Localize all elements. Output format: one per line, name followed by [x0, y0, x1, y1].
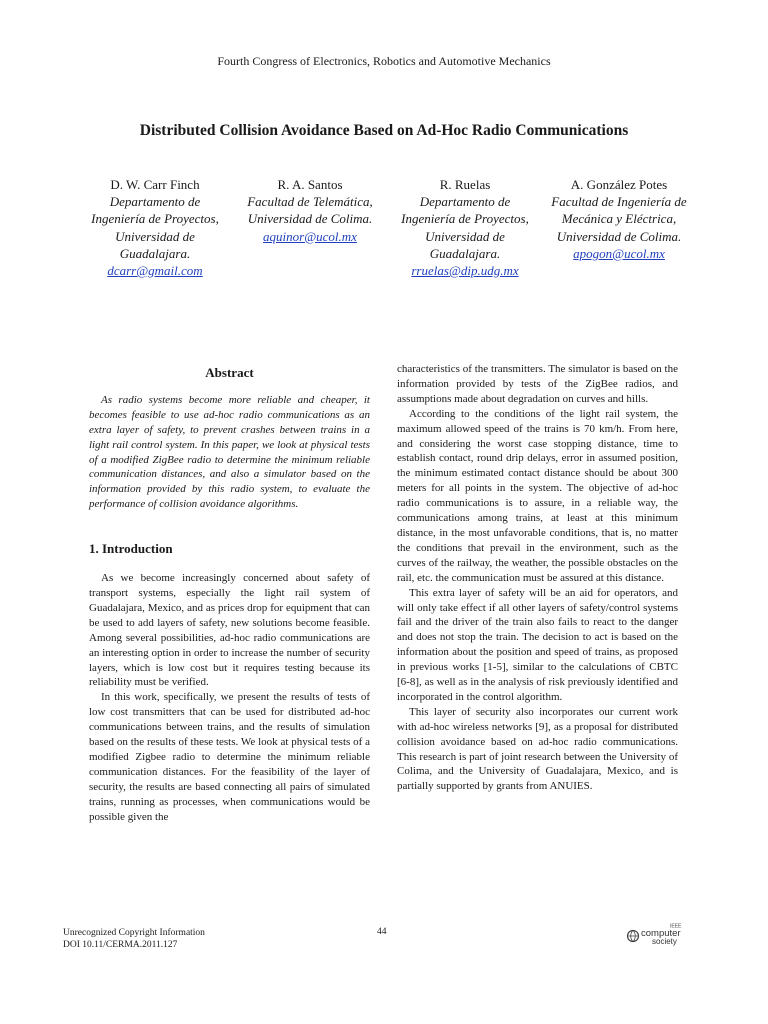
intro-paragraph: In this work, specifically, we present the results of tests of low cost transmitters that can be used for distributed ad-hoc communications between trains, and the results of simulation based on the results of these tests. We look at physical tests of a modified Zigbee radio to determine the minimum reliable communication distances. For the feasibility of the layer of security, the results are based connecting all pairs of simulated trains, running as processes, when communications would be possible given the [89, 691, 370, 823]
abstract-heading: Abstract [205, 365, 254, 380]
author-email-link[interactable]: rruelas@dip.udg.mx [411, 263, 519, 279]
author-affiliation: Facultad de Telemática, Universidad de Colima. [247, 194, 373, 227]
author-block [82, 176, 228, 279]
footer-info [63, 927, 205, 951]
author-block [392, 176, 538, 279]
author-email-link[interactable]: aquinor@ucol.mx [263, 228, 357, 244]
paper-title: Distributed Collision Avoidance Based on Ad-Hoc Radio Communications [139, 122, 629, 139]
page-number: 44 [377, 927, 387, 937]
body-paragraph: This extra layer of safety will be an aid for operators, and will only take effect if all other layers of safety/control systems fail and the driver of the train also fails to react to the danger and does not stop the train. The decision to act is based on the information about the position and speed of trains, as proposed in previous works [1-5], similar to the calculations of CBTC [6-8], as well as in the analysis of risk previously identified and incorporated in the control algorithm. [397, 586, 678, 703]
left-column [89, 366, 370, 824]
author-name: R. Ruelas [439, 177, 491, 192]
author-name: D. W. Carr Finch [110, 177, 200, 192]
body-paragraph: characteristics of the transmitters. The simulator is based on the information provided by tests of the ZigBee radios, and assumptions made about degradation on curves and hills. [397, 363, 678, 405]
body-paragraph: According to the conditions of the light rail system, the maximum allowed speed of the trains is 70 km/h. From here, and considering the worst case stopping distance, time to establish contact, round drip delays, error in assumed position, the minimum estimated contact distance should be about 300 meters for all points in the system. The objective of ad-hoc radio communications is to assure, in a reliable way, the communications among trains, at least at this minimum distance, in the most unfavorable conditions, that is, no matter the conditions that prevail in the environment, such as the curves of the railway, the weather, the possible obstacles on the rail, etc. the communication must be assured at this distance. [397, 407, 678, 584]
author-affiliation: Facultad de Ingeniería de Mecánica y Eléctrica, Universidad de Colima. [551, 194, 687, 244]
author-name: A. González Potes [570, 177, 668, 192]
copyright-notice: Unrecognized Copyright Information [63, 928, 205, 938]
right-column [397, 362, 678, 794]
author-email-link[interactable]: dcarr@gmail.com [107, 263, 203, 279]
abstract-text: As radio systems become more reliable and cheaper, it becomes feasible to use ad-hoc radio communications as an extra layer of safety, to prevent crashes between trains in a light rail control system. In this paper, we look at physical tests of a modified ZigBee radio to determine the minimum reliable communication distances, and also a simulator based on the information provided by this radio system, to evaluate the performance of collision avoidance algorithms. [89, 393, 370, 511]
intro-paragraph: As we become increasingly concerned about safety of transport systems, especially the light rail system of Guadalajara, Mexico, and as prices drop for equipment that can be used to add layers of safety, new solutions become feasible. Among several possibilities, ad-hoc radio communications are an interesting option in order to increase the number of security layers, which is low cost but it requires testing because its reliability must be verified. [89, 572, 370, 689]
author-affiliation: Departamento de Ingeniería de Proyectos, Universidad de Guadalajara. [91, 194, 219, 261]
doi-text: DOI 10.11/CERMA.2011.127 [63, 940, 178, 950]
logo-computer-text: computer [641, 928, 681, 939]
introduction-heading: 1. Introduction [89, 541, 173, 557]
logo-ieee-text: IEEE [670, 923, 682, 930]
author-affiliation: Departamento de Ingeniería de Proyectos, Universidad de Guadalajara. [401, 194, 529, 261]
logo-society-text: society [652, 937, 677, 946]
body-paragraph: This layer of security also incorporates our current work with ad-hoc wireless networks [9], as a proposal for distributed collision avoidance based on ad-hoc radio communications. This research is part of joint research between the University of Colima, and the University of Guadalajara, Mexico, and is partially supported by grants from ANUIES. [397, 705, 678, 793]
author-email-link[interactable]: apogon@ucol.mx [573, 245, 665, 261]
ieee-computer-society-logo [626, 922, 696, 946]
author-block [237, 176, 383, 245]
author-block [546, 176, 692, 262]
conference-header: Fourth Congress of Electronics, Robotics and Automotive Mechanics [217, 54, 551, 68]
author-name: R. A. Santos [277, 177, 343, 192]
